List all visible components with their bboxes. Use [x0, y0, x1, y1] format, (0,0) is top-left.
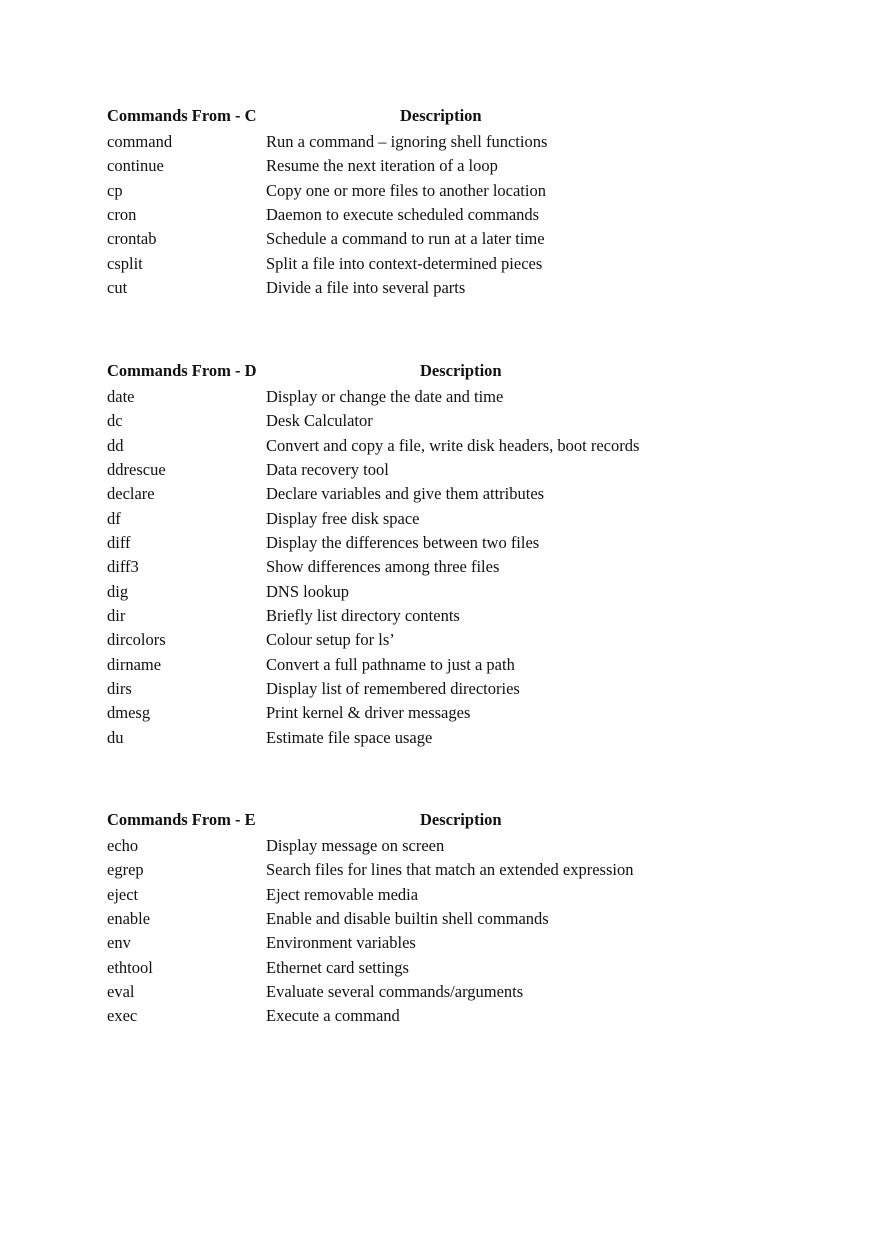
- command-name: dd: [107, 435, 124, 455]
- command-description: Split a file into context-determined pieces: [266, 253, 543, 273]
- command-description: Declare variables and give them attributes: [266, 484, 545, 504]
- command-name: df: [107, 508, 121, 528]
- command-description: Convert and copy a file, write disk headers, boot records: [266, 435, 640, 455]
- table-header: [107, 810, 807, 834]
- command-name: dmesg: [107, 703, 151, 723]
- header-commands: Commands From - E: [107, 810, 256, 829]
- table-row: [107, 387, 807, 411]
- command-description: Display the differences between two files: [266, 533, 540, 553]
- table-row: [107, 132, 807, 156]
- command-description: Display message on screen: [266, 836, 445, 855]
- table-row: [107, 1006, 807, 1030]
- table-body: [107, 836, 807, 1031]
- command-description: Environment variables: [266, 933, 416, 953]
- table-body: [107, 387, 807, 752]
- command-name: cp: [107, 180, 123, 200]
- command-description: DNS lookup: [266, 581, 349, 601]
- command-description: Desk Calculator: [266, 411, 373, 431]
- table-row: [107, 606, 807, 630]
- command-description: Briefly list directory contents: [266, 606, 460, 626]
- commands-table-d: [107, 361, 807, 752]
- command-name: egrep: [107, 860, 144, 880]
- command-description: Display list of remembered directories: [266, 679, 520, 699]
- command-name: dig: [107, 581, 129, 601]
- table-row: [107, 533, 807, 557]
- table-row: [107, 229, 807, 253]
- table-row: [107, 484, 807, 508]
- table-row: [107, 254, 807, 278]
- table-row: [107, 630, 807, 654]
- header-commands: Commands From - C: [107, 106, 257, 125]
- command-description: Convert a full pathname to just a path: [266, 654, 515, 674]
- table-row: [107, 909, 807, 933]
- command-name: cut: [107, 278, 128, 298]
- command-description: Display or change the date and time: [266, 387, 504, 406]
- command-description: Display free disk space: [266, 508, 420, 528]
- table-row: [107, 728, 807, 752]
- command-name: cron: [107, 205, 137, 225]
- table-row: [107, 679, 807, 703]
- table-row: [107, 436, 807, 460]
- command-description: Eject removable media: [266, 884, 419, 904]
- table-row: [107, 933, 807, 957]
- command-name: dircolors: [107, 630, 166, 650]
- table-row: [107, 582, 807, 606]
- command-name: diff3: [107, 557, 139, 577]
- command-description: Ethernet card settings: [266, 957, 409, 977]
- command-name: date: [107, 387, 135, 406]
- table-row: [107, 836, 807, 860]
- command-name: crontab: [107, 229, 157, 249]
- header-description: Description: [400, 106, 482, 125]
- command-name: continue: [107, 156, 164, 176]
- command-description: Divide a file into several parts: [266, 278, 466, 298]
- commands-table-e: [107, 810, 807, 1031]
- table-row: [107, 460, 807, 484]
- command-name: enable: [107, 909, 151, 929]
- command-name: exec: [107, 1006, 138, 1026]
- command-name: dirs: [107, 679, 132, 699]
- header-commands: Commands From - D: [107, 361, 257, 380]
- command-description: Daemon to execute scheduled commands: [266, 205, 540, 225]
- command-name: env: [107, 933, 131, 953]
- command-description: Search files for lines that match an extended expression: [266, 860, 634, 880]
- command-description: Execute a command: [266, 1006, 400, 1026]
- command-description: Schedule a command to run at a later time: [266, 229, 545, 249]
- command-name: eject: [107, 884, 139, 904]
- command-name: dirname: [107, 654, 162, 674]
- commands-table-c: [107, 106, 807, 302]
- command-description: Estimate file space usage: [266, 727, 433, 747]
- table-row: [107, 181, 807, 205]
- command-name: csplit: [107, 253, 143, 273]
- header-description: Description: [420, 810, 502, 829]
- command-name: echo: [107, 836, 139, 855]
- table-row: [107, 860, 807, 884]
- command-name: diff: [107, 533, 131, 553]
- command-name: du: [107, 727, 124, 747]
- command-description: Show differences among three files: [266, 557, 500, 577]
- command-description: Run a command – ignoring shell functions: [266, 132, 548, 151]
- command-name: dir: [107, 606, 126, 626]
- table-row: [107, 982, 807, 1006]
- command-name: ddrescue: [107, 460, 166, 480]
- table-row: [107, 885, 807, 909]
- command-description: Resume the next iteration of a loop: [266, 156, 498, 176]
- command-description: Print kernel & driver messages: [266, 703, 471, 723]
- command-description: Copy one or more files to another location: [266, 180, 546, 200]
- command-name: declare: [107, 484, 155, 504]
- table-row: [107, 411, 807, 435]
- command-name: command: [107, 132, 173, 151]
- table-header: [107, 361, 807, 385]
- table-header: [107, 106, 807, 130]
- table-row: [107, 703, 807, 727]
- table-row: [107, 557, 807, 581]
- command-name: dc: [107, 411, 123, 431]
- command-description: Data recovery tool: [266, 460, 389, 480]
- header-description: Description: [420, 361, 502, 380]
- command-name: ethtool: [107, 957, 153, 977]
- command-description: Evaluate several commands/arguments: [266, 982, 524, 1002]
- table-row: [107, 958, 807, 982]
- table-row: [107, 278, 807, 302]
- table-row: [107, 509, 807, 533]
- table-row: [107, 205, 807, 229]
- table-row: [107, 156, 807, 180]
- table-body: [107, 132, 807, 302]
- command-name: eval: [107, 982, 135, 1002]
- command-description: Enable and disable builtin shell commands: [266, 909, 549, 929]
- table-row: [107, 655, 807, 679]
- command-description: Colour setup for ls’: [266, 630, 395, 650]
